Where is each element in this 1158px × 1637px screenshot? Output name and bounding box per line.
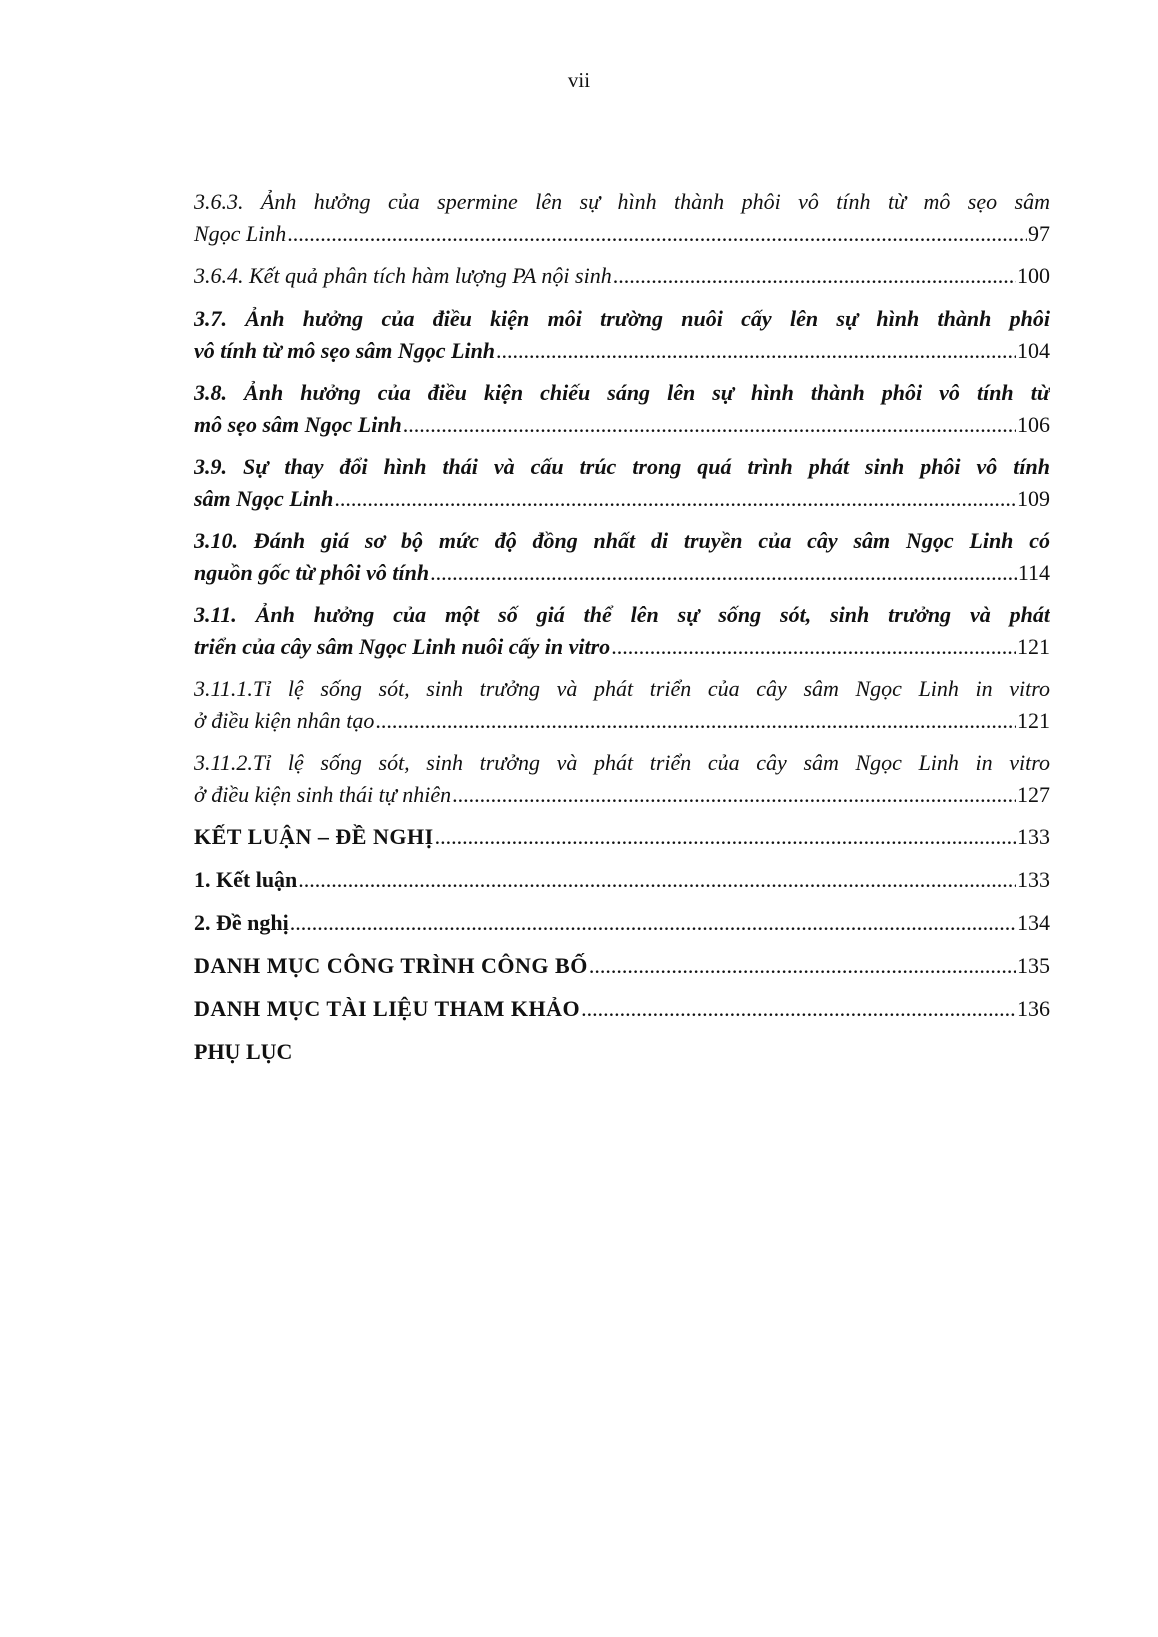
toc-entry-leader-line <box>194 907 1050 939</box>
toc-entry-title-cont: triển của cây sâm Ngọc Linh nuôi cấy in vitro <box>194 634 611 659</box>
toc-entry-leader-line <box>194 631 1050 663</box>
dot-leader <box>611 631 1016 663</box>
toc-entry-leader-line <box>194 705 1050 737</box>
toc-entry-leader-line <box>194 335 1050 367</box>
toc-entry-de-nghi[interactable] <box>194 907 1050 939</box>
dot-leader <box>435 821 1016 853</box>
toc-entry-3-9[interactable] <box>194 451 1050 515</box>
toc-page-number: 135 <box>1017 953 1050 978</box>
toc-entry-3-7[interactable] <box>194 303 1050 367</box>
toc-entry-danh-muc-cong-trinh[interactable] <box>194 950 1050 982</box>
toc-entry-title: 3.6.4. Kết quả phân tích hàm lượng PA nội sinh <box>194 263 612 288</box>
toc-entry-3-6-4[interactable] <box>194 260 1050 292</box>
toc-entry-danh-muc-tai-lieu[interactable] <box>194 993 1050 1025</box>
toc-entry-title: 2. Đề nghị <box>194 910 289 935</box>
toc-page-number: 134 <box>1017 910 1050 935</box>
dot-leader <box>298 864 1016 896</box>
toc-entry-leader-line <box>194 557 1050 589</box>
toc-entry-leader-line <box>194 218 1050 250</box>
toc-entry-title: PHỤ LỤC <box>194 1039 293 1064</box>
toc-entry-leader-line <box>194 483 1050 515</box>
toc-page-number: 109 <box>1017 486 1050 511</box>
toc-entry-3-11-1[interactable] <box>194 673 1050 737</box>
dot-leader <box>589 950 1016 982</box>
toc-entry-title-cont: mô sẹo sâm Ngọc Linh <box>194 412 402 437</box>
toc-page-number: 121 <box>1017 708 1050 733</box>
dot-leader <box>496 335 1016 367</box>
dot-leader <box>403 409 1016 441</box>
toc-entry-title: 3.11.2.Tỉ lệ sống sót, sinh trưởng và phát triển của cây sâm Ngọc Linh in vitro <box>194 750 1050 775</box>
toc-entry-3-11[interactable] <box>194 599 1050 663</box>
toc-entry-phu-luc[interactable] <box>194 1036 1050 1068</box>
toc-page-number: 133 <box>1017 824 1050 849</box>
toc-entry-ket-luan-de-nghi[interactable] <box>194 821 1050 853</box>
toc-entry-3-8[interactable] <box>194 377 1050 441</box>
toc-entry-leader-line <box>194 950 1050 982</box>
toc-entry-leader-line <box>194 993 1050 1025</box>
toc-entry-title: DANH MỤC CÔNG TRÌNH CÔNG BỐ <box>194 953 588 978</box>
toc-page-number: 127 <box>1017 782 1050 807</box>
toc-entry-title: 3.10. Đánh giá sơ bộ mức độ đồng nhất di truyền của cây sâm Ngọc Linh có <box>194 528 1050 553</box>
dot-leader <box>430 557 1017 589</box>
toc-page-number: 136 <box>1017 996 1050 1021</box>
toc-entry-leader-line <box>194 779 1050 811</box>
toc-entry-title-cont: ở điều kiện nhân tạo <box>194 708 375 733</box>
toc-entry-title: 1. Kết luận <box>194 867 298 892</box>
toc-entry-3-6-3[interactable] <box>194 186 1050 250</box>
toc-entry-title: 3.9. Sự thay đổi hình thái và cấu trúc trong quá trình phát sinh phôi vô tính <box>194 454 1050 479</box>
dot-leader <box>581 993 1016 1025</box>
dot-leader <box>287 218 1027 250</box>
toc-entry-leader-line <box>194 260 1050 292</box>
toc-entry-title-cont: ở điều kiện sinh thái tự nhiên <box>194 782 452 807</box>
page-number: vii <box>567 68 591 92</box>
toc-page-number: 114 <box>1017 560 1050 585</box>
toc-entry-title: 3.6.3. Ảnh hưởng của spermine lên sự hình thành phôi vô tính từ mô sẹo sâm <box>194 189 1050 214</box>
toc-entry-title: 3.7. Ảnh hưởng của điều kiện môi trường nuôi cấy lên sự hình thành phôi <box>194 306 1050 331</box>
toc-entry-title-cont: sâm Ngọc Linh <box>194 486 334 511</box>
toc-page-number: 97 <box>1028 221 1050 246</box>
toc-entry-title: 3.11.1.Tỉ lệ sống sót, sinh trưởng và phát triển của cây sâm Ngọc Linh in vitro <box>194 676 1050 701</box>
toc-page-number: 106 <box>1017 412 1050 437</box>
dot-leader <box>452 779 1016 811</box>
table-of-contents <box>194 186 1050 1079</box>
dot-leader <box>334 483 1016 515</box>
toc-entry-title-cont: nguồn gốc từ phôi vô tính <box>194 560 430 585</box>
toc-page-number: 133 <box>1017 867 1050 892</box>
toc-entry-leader-line <box>194 821 1050 853</box>
toc-entry-3-10[interactable] <box>194 525 1050 589</box>
toc-entry-title-cont: Ngọc Linh <box>194 221 287 246</box>
toc-entry-title: KẾT LUẬN – ĐỀ NGHỊ <box>194 824 434 849</box>
dot-leader <box>613 260 1016 292</box>
toc-entry-leader-line <box>194 864 1050 896</box>
toc-page-number: 104 <box>1017 338 1050 363</box>
toc-entry-title: 3.11. Ảnh hưởng của một số giá thể lên sự sống sót, sinh trưởng và phát <box>194 602 1050 627</box>
dot-leader <box>375 705 1016 737</box>
toc-entry-title-cont: vô tính từ mô sẹo sâm Ngọc Linh <box>194 338 496 363</box>
toc-entry-title: DANH MỤC TÀI LIỆU THAM KHẢO <box>194 996 581 1021</box>
dot-leader <box>290 907 1016 939</box>
toc-entry-3-11-2[interactable] <box>194 747 1050 811</box>
toc-entry-leader-line <box>194 409 1050 441</box>
toc-entry-title: 3.8. Ảnh hưởng của điều kiện chiếu sáng lên sự hình thành phôi vô tính từ <box>194 380 1050 405</box>
toc-page-number: 100 <box>1017 263 1050 288</box>
toc-entry-ket-luan[interactable] <box>194 864 1050 896</box>
toc-page-number: 121 <box>1017 634 1050 659</box>
